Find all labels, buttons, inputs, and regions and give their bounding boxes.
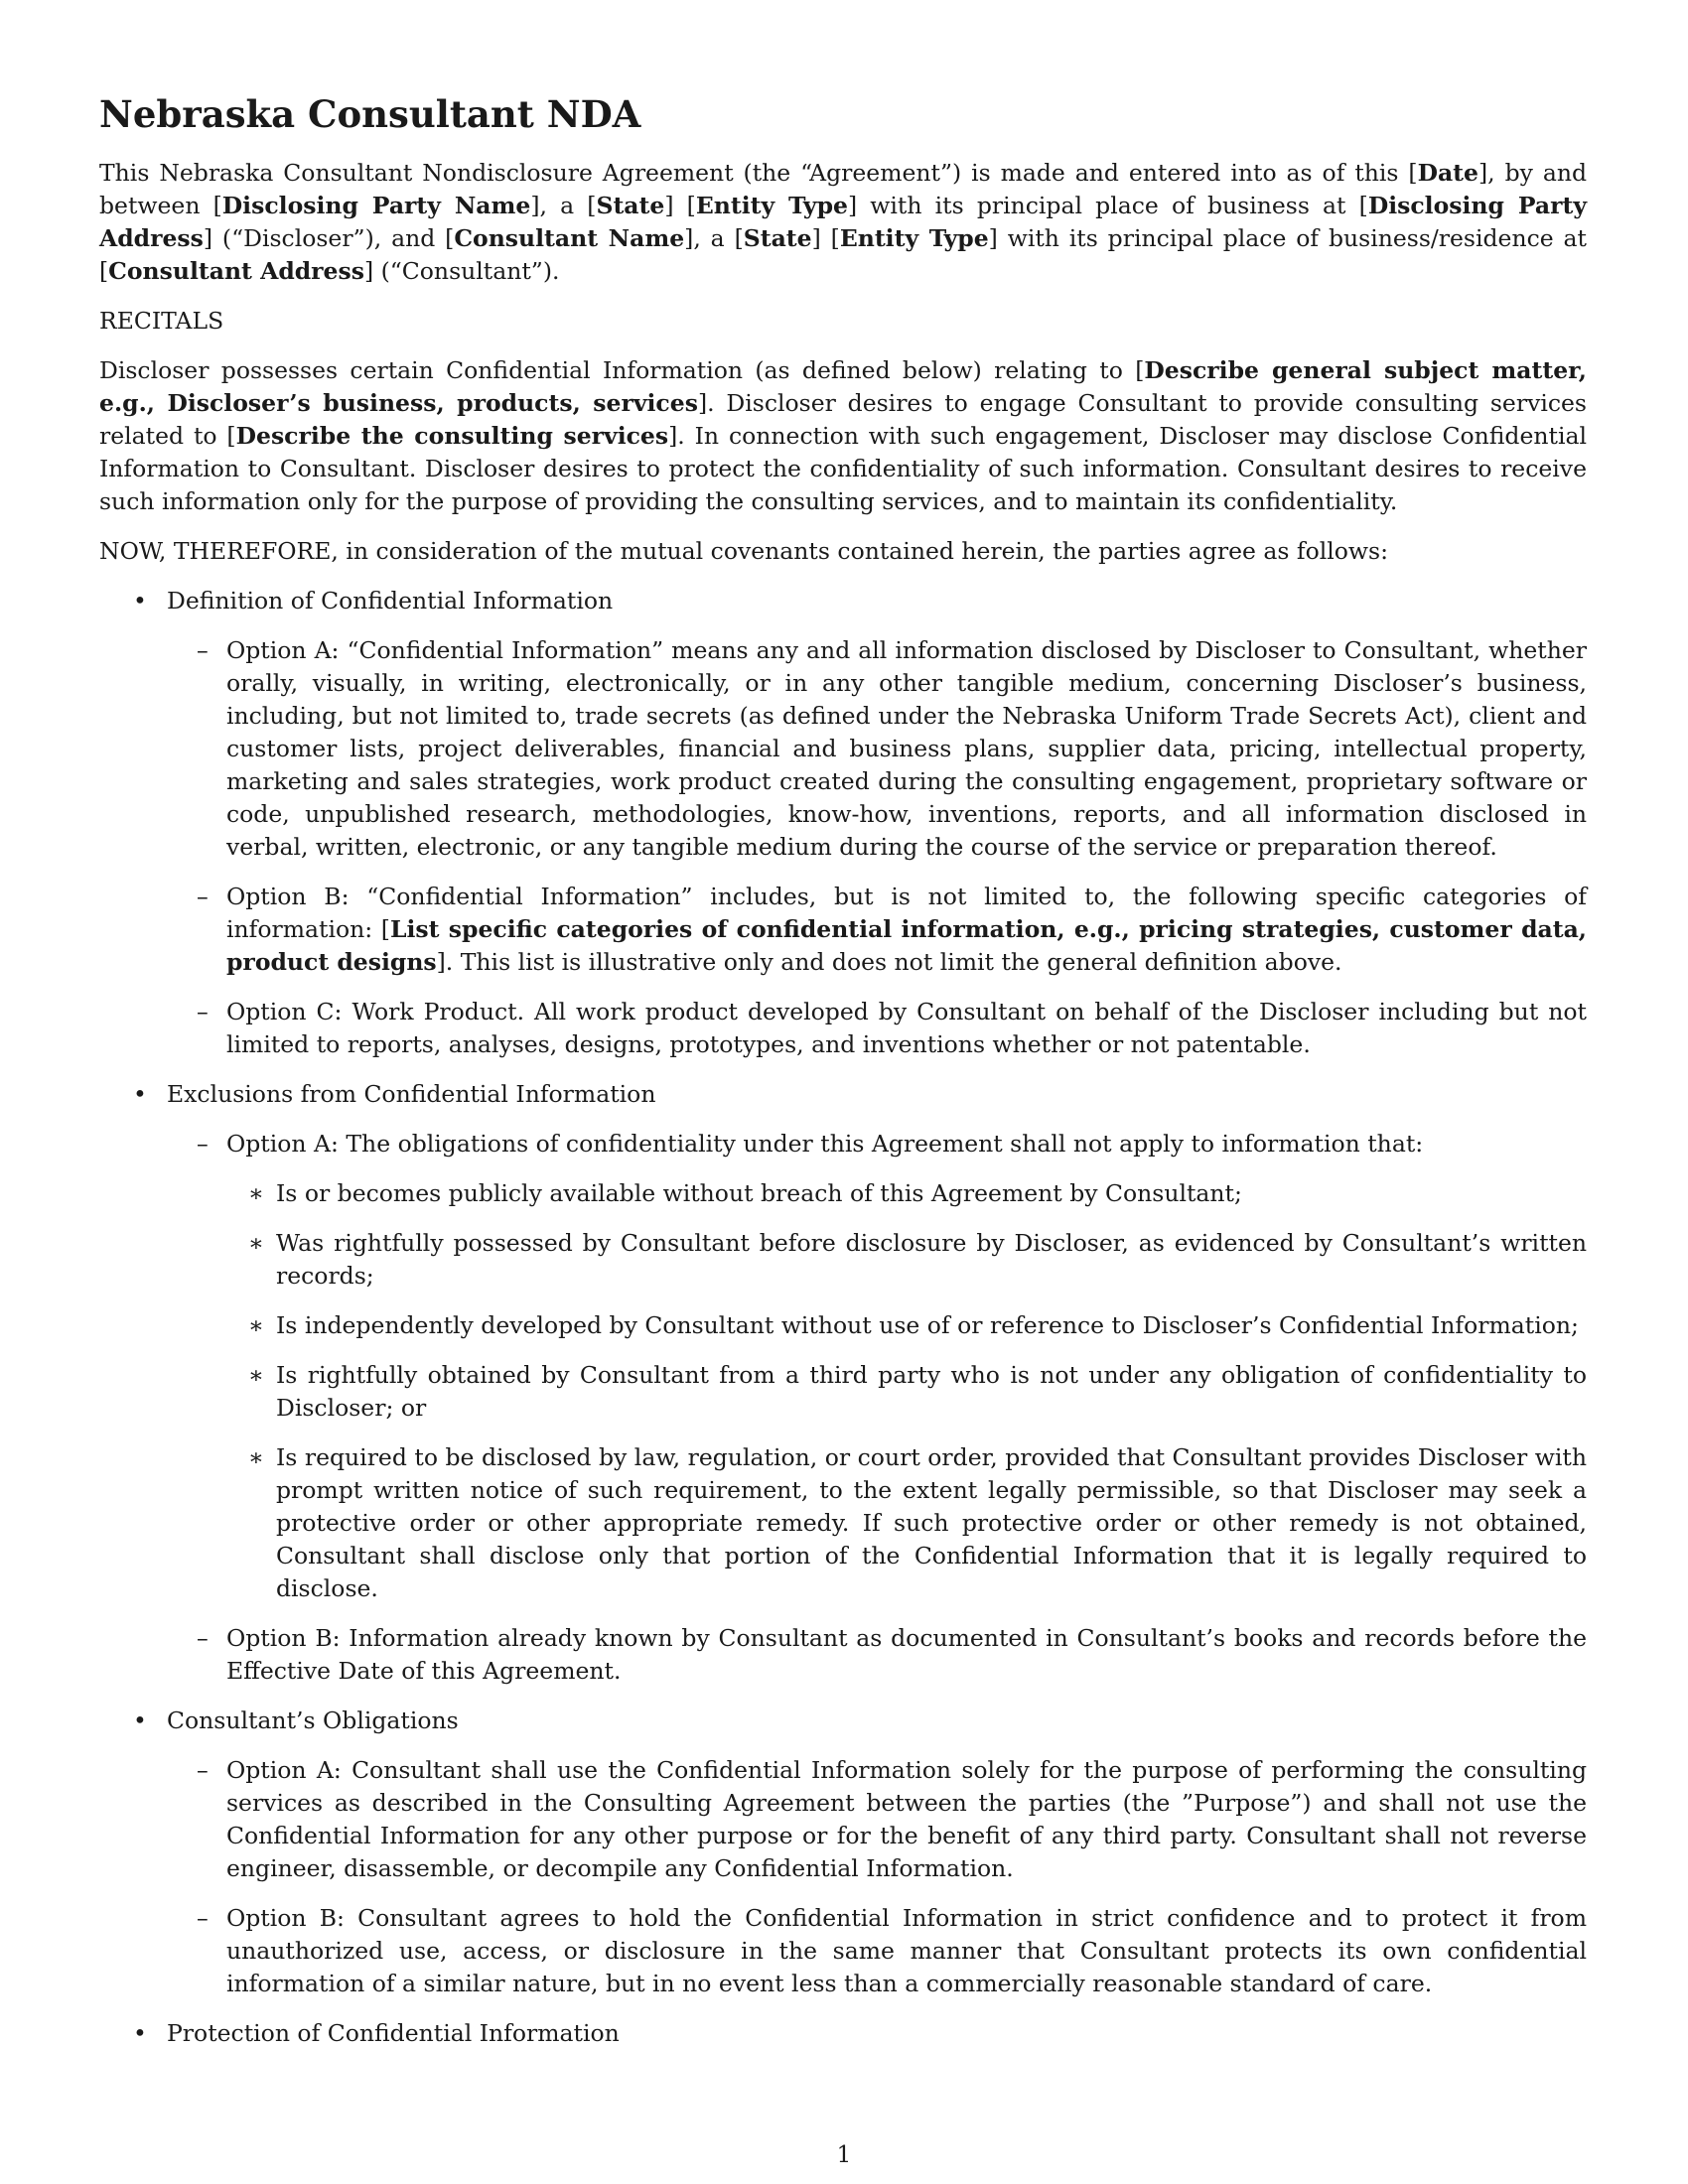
intro-text: This Nebraska Consultant Nondisclosure Agreement (the “Agreement”) is made and entered into as of this [ <box>99 159 1418 187</box>
option-item <box>167 1754 1587 1885</box>
option-item <box>167 1622 1587 1688</box>
list-item-text: Is independently developed by Consultant without use of or reference to Discloser’s Confidential Information; <box>276 1311 1579 1339</box>
section-title: Protection of Confidential Information <box>167 2019 620 2047</box>
option-text: Option B: “Confidential Information” includes, but is not limited to, the following specific categories of information: [ <box>226 883 1587 943</box>
bullet-marker: • <box>133 1706 147 1734</box>
recitals-text: ]. Discloser desires to engage Consultant to provide consulting services related to [ <box>99 389 1587 450</box>
star-marker: ∗ <box>248 1443 264 1471</box>
section-title: Exclusions from Confidential Information <box>167 1080 656 1108</box>
recitals-text: Discloser possesses certain Confidential Information (as defined below) relating to [ <box>99 356 1145 384</box>
recitals-heading: RECITALS <box>99 307 224 335</box>
dash-marker: – <box>197 883 209 910</box>
star-marker: ∗ <box>248 1311 264 1339</box>
field-discloser-address: Disclosing Party Address <box>99 192 1587 252</box>
recitals-paragraph <box>99 354 1587 518</box>
field-consultant-state: State <box>743 224 812 252</box>
dash-marker: – <box>197 998 209 1025</box>
dash-marker: – <box>197 636 209 664</box>
options-list <box>167 634 1587 1061</box>
list-item-text: Is rightfully obtained by Consultant from a third party who is not under any obligation of confidentiality to Discloser; or <box>276 1361 1587 1422</box>
field-consulting-services: Describe the consulting services <box>235 422 669 450</box>
option-item <box>167 1128 1587 1605</box>
dash-marker: – <box>197 1904 209 1932</box>
intro-paragraph <box>99 157 1587 288</box>
intro-text: ], a [ <box>684 224 744 252</box>
option-text: Option A: Consultant shall use the Confidential Information solely for the purpose of performing the consulting services as described in the Consulting Agreement between the parties (the ”Purpose”) and shall not use the Confidential Information for any other purpose or for the benefit of any third party. Consultant shall not reverse engineer, disassemble, or decompile any Confidential Information. <box>226 1756 1587 1882</box>
list-item <box>226 1441 1587 1605</box>
exclusion-items-list <box>226 1177 1587 1605</box>
document-page <box>99 91 1587 2067</box>
section-obligations <box>99 1705 1587 2000</box>
dash-marker: – <box>197 1130 209 1158</box>
list-item-text: Is required to be disclosed by law, regulation, or court order, provided that Consultant provides Discloser with prompt written notice of such requirement, to the extent legally permissible, so that Discloser may seek a protective order or other appropriate remedy. If such protective order or other remedy is not obtained, Consultant shall disclose only that portion of the Confidential Information that it is legally required to disclose. <box>276 1443 1587 1602</box>
option-item <box>167 881 1587 979</box>
list-item <box>226 1359 1587 1425</box>
field-date: Date <box>1417 159 1478 187</box>
intro-text: ] (“Discloser”), and [ <box>203 224 455 252</box>
intro-text: ], a [ <box>530 192 597 219</box>
option-text: Option C: Work Product. All work product developed by Consultant on behalf of the Discloser including but not limited to reports, analyses, designs, prototypes, and inventions whether or not patentable. <box>226 998 1587 1058</box>
field-discloser-entity-type: Entity Type <box>695 192 848 219</box>
section-protection <box>99 2017 1587 2050</box>
options-list <box>167 1128 1587 1688</box>
bullet-marker: • <box>133 587 147 614</box>
field-discloser-name: Disclosing Party Name <box>221 192 531 219</box>
field-consultant-address: Consultant Address <box>108 257 364 285</box>
field-consultant-name: Consultant Name <box>454 224 685 252</box>
list-item <box>226 1309 1587 1342</box>
intro-text: ], by and between [ <box>99 159 1588 219</box>
star-marker: ∗ <box>248 1179 264 1207</box>
bullet-marker: • <box>133 1080 147 1108</box>
intro-text: ] with its principal place of business at [ <box>847 192 1368 219</box>
option-item <box>167 634 1587 864</box>
star-marker: ∗ <box>248 1229 264 1257</box>
option-text: Option B: Consultant agrees to hold the Confidential Information in strict confidence and to protect it from unauthorized use, access, or disclosure in the same manner that Consultant protects its own confidential information of a similar nature, but in no event less than a commercially reasonable standard of care. <box>226 1904 1587 1997</box>
options-list <box>167 1754 1587 2000</box>
list-item <box>226 1227 1587 1293</box>
document-title: Nebraska Consultant NDA <box>99 92 641 136</box>
option-text: Option A: “Confidential Information” means any and all information disclosed by Discloser to Consultant, whether orally, visually, in writing, electronically, or in any other tangible medium, concerning Discloser’s business, including, but not limited to, trade secrets (as defined under the Nebraska Uniform Trade Secrets Act), client and customer lists, project deliverables, financial and business plans, supplier data, pricing, intellectual property, marketing and sales strategies, work product created during the consulting engagement, proprietary software or code, unpublished research, methodologies, know-how, inventions, reports, and all information disclosed in verbal, written, electronic, or any tangible medium during the course of the service or preparation thereof. <box>226 636 1587 861</box>
star-marker: ∗ <box>248 1361 264 1389</box>
list-item-text: Was rightfully possessed by Consultant before disclosure by Discloser, as evidenced by Consultant’s written records; <box>276 1229 1587 1290</box>
field-consultant-entity-type: Entity Type <box>839 224 989 252</box>
option-text: ]. This list is illustrative only and does not limit the general definition above. <box>436 948 1342 976</box>
now-therefore-paragraph: NOW, THEREFORE, in consideration of the mutual covenants contained herein, the parties agree as follows: <box>99 537 1389 565</box>
option-text: Option A: The obligations of confidentiality under this Agreement shall not apply to information that: <box>226 1130 1424 1158</box>
section-definition <box>99 585 1587 1061</box>
option-item <box>167 1902 1587 2000</box>
dash-marker: – <box>197 1756 209 1784</box>
section-title: Consultant’s Obligations <box>167 1706 459 1734</box>
sections-list <box>99 585 1587 2050</box>
field-specific-categories: List specific categories of confidential information, e.g., pricing strategies, customer data, product designs <box>226 915 1587 976</box>
field-subject-matter: Describe general subject matter, e.g., Discloser’s business, products, services <box>99 356 1587 417</box>
page-number: 1 <box>836 2142 852 2168</box>
bullet-marker: • <box>133 2019 147 2047</box>
intro-text: ] with its principal place of business/residence at [ <box>99 224 1587 285</box>
list-item-text: Is or becomes publicly available without breach of this Agreement by Consultant; <box>276 1179 1242 1207</box>
section-title: Definition of Confidential Information <box>167 587 614 614</box>
intro-text: ] (“Consultant”). <box>363 257 560 285</box>
recitals-text: ]. In connection with such engagement, Discloser may disclose Confidential Information to Consultant. Discloser desires to protect the confidentiality of such information. Consultant desires to receive such information only for the purpose of providing the consulting services, and to maintain its confidentiality. <box>99 422 1587 515</box>
intro-text: ] [ <box>811 224 840 252</box>
intro-text: ] [ <box>664 192 696 219</box>
option-text: Option B: Information already known by Consultant as documented in Consultant’s books and records before the Effective Date of this Agreement. <box>226 1624 1587 1685</box>
option-item <box>167 996 1587 1061</box>
dash-marker: – <box>197 1624 209 1652</box>
section-exclusions <box>99 1078 1587 1688</box>
field-discloser-state: State <box>596 192 665 219</box>
list-item <box>226 1177 1587 1210</box>
